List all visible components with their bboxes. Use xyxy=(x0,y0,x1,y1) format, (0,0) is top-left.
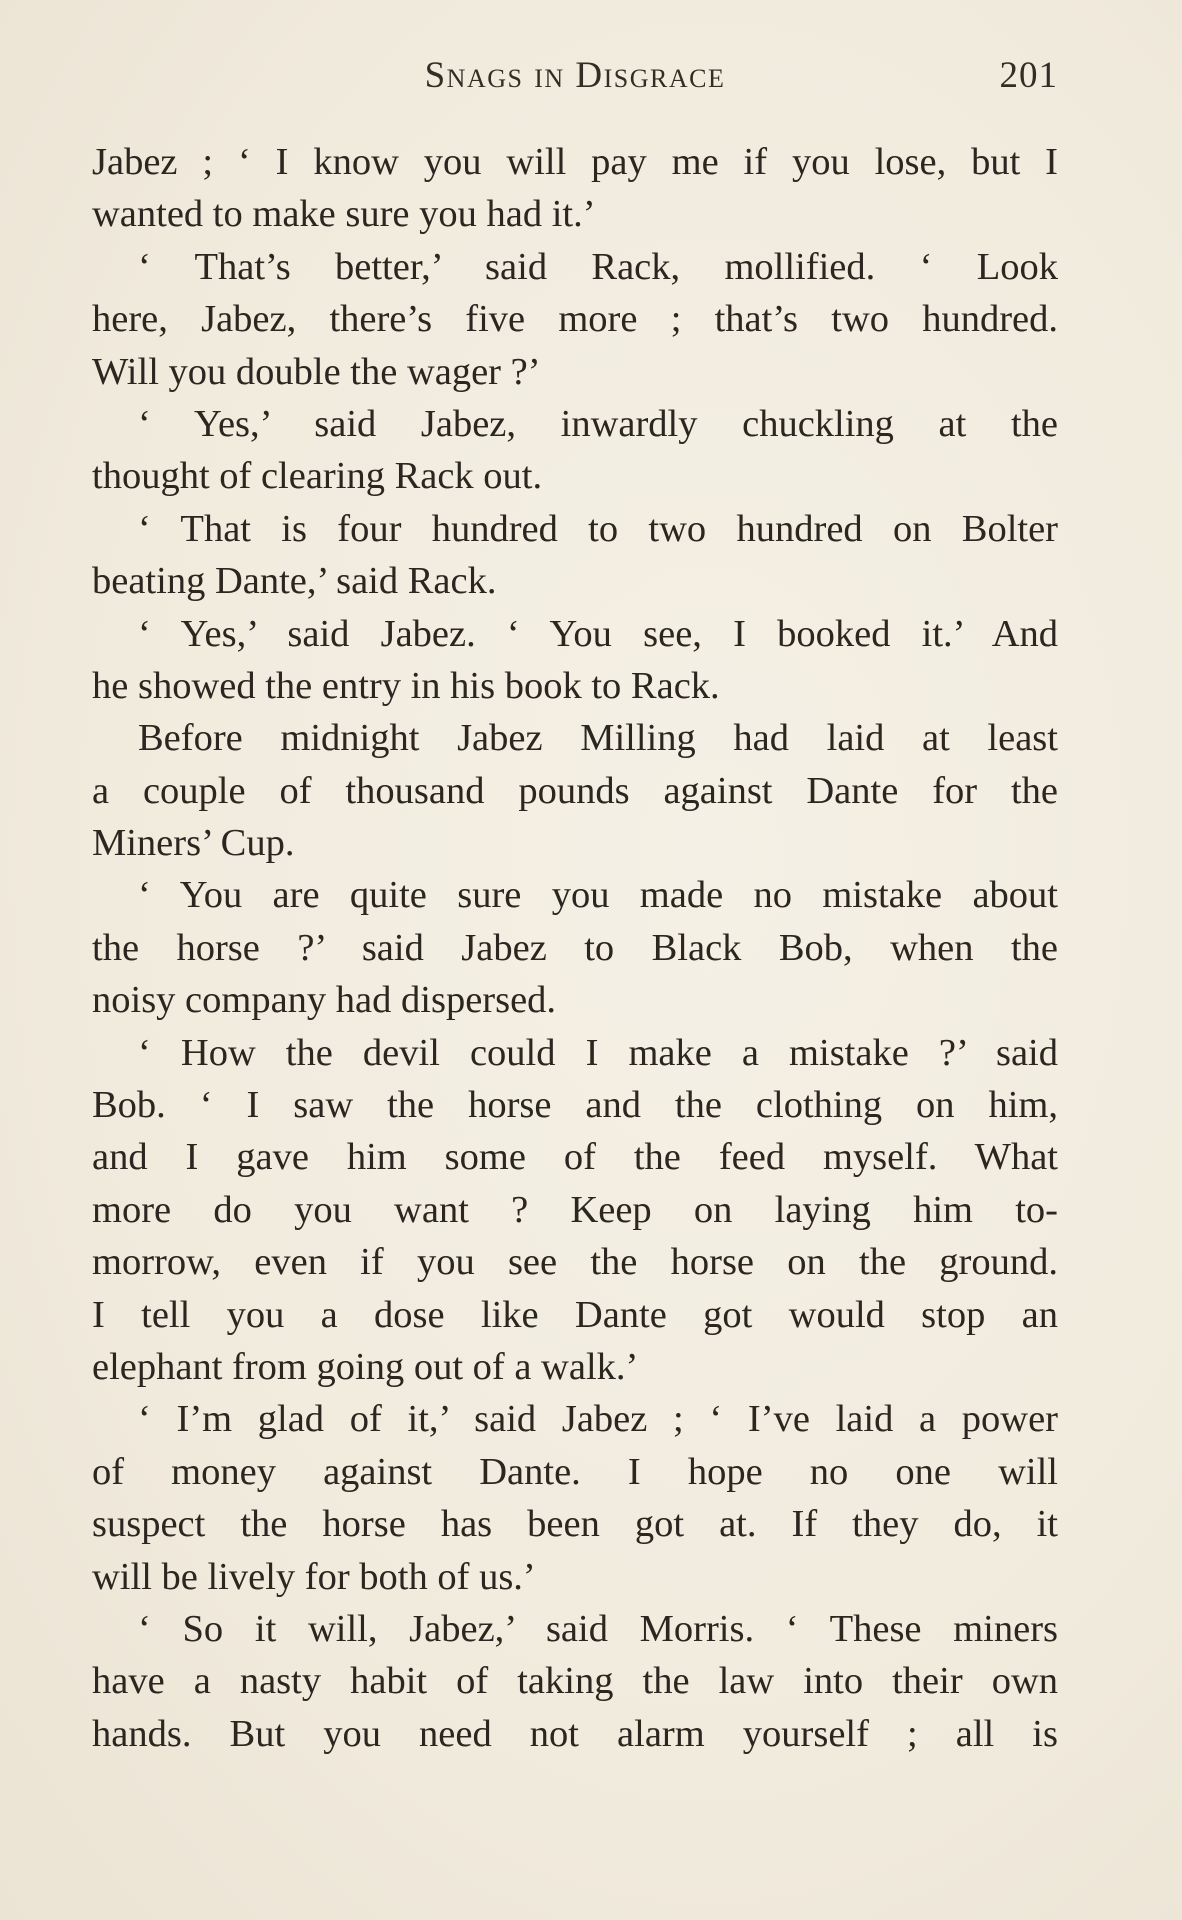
page-number: 201 xyxy=(999,55,1058,96)
text-line: ‘ Yes,’ said Jabez, inwardly chuckling at the xyxy=(138,402,1058,445)
text-line: morrow, even if you see the horse on the ground. xyxy=(92,1241,1058,1284)
running-head xyxy=(92,54,1058,104)
text-line: I tell you a dose like Dante got would stop an xyxy=(92,1293,1058,1336)
text-line: ‘ Yes,’ said Jabez. ‘ You see, I booked it.’ And xyxy=(138,612,1058,655)
text-line: a couple of thousand pounds against Dante for the xyxy=(92,769,1058,812)
text-line: noisy company had dispersed. xyxy=(92,979,557,1022)
text-line: ‘ How the devil could I make a mistake ?’ said xyxy=(138,1031,1058,1074)
text-line: Jabez ; ‘ I know you will pay me if you lose, but I xyxy=(92,141,1058,183)
text-line: Bob. ‘ I saw the horse and the clothing on him, xyxy=(92,1084,1058,1127)
text-line: suspect the horse has been got at. If they do, it xyxy=(92,1503,1058,1546)
text-line: Will you double the wager ?’ xyxy=(92,350,541,393)
text-line: ‘ That is four hundred to two hundred on Bolter xyxy=(138,507,1058,550)
text-line: he showed the entry in his book to Rack. xyxy=(92,664,720,707)
text-line: beating Dante,’ said Rack. xyxy=(92,560,497,603)
text-line: have a nasty habit of taking the law into their own xyxy=(92,1660,1058,1703)
text-line: elephant from going out of a walk.’ xyxy=(92,1345,639,1388)
text-line: ‘ You are quite sure you made no mistake about xyxy=(138,874,1058,917)
text-line: wanted to make sure you had it.’ xyxy=(92,193,596,236)
running-title: Snags in Disgrace xyxy=(424,55,726,96)
text-line: the horse ?’ said Jabez to Black Bob, when the xyxy=(92,926,1058,969)
text-line: of money against Dante. I hope no one will xyxy=(92,1450,1058,1493)
text-line: more do you want ? Keep on laying him to- xyxy=(92,1188,1058,1231)
text-line: thought of clearing Rack out. xyxy=(92,455,543,498)
body-text xyxy=(92,136,1058,1760)
text-line: ‘ So it will, Jabez,’ said Morris. ‘ These miners xyxy=(138,1607,1058,1650)
text-line: hands. But you need not alarm yourself ; all is xyxy=(92,1712,1058,1755)
text-line: Before midnight Jabez Milling had laid at least xyxy=(138,717,1058,760)
text-line: ‘ That’s better,’ said Rack, mollified. ‘ Look xyxy=(138,245,1058,288)
text-line: ‘ I’m glad of it,’ said Jabez ; ‘ I’ve laid a power xyxy=(138,1398,1058,1441)
text-line: and I gave him some of the feed myself. What xyxy=(92,1136,1058,1179)
text-line: here, Jabez, there’s five more ; that’s two hundred. xyxy=(92,298,1058,341)
text-line: Miners’ Cup. xyxy=(92,822,295,865)
text-line: will be lively for both of us.’ xyxy=(92,1555,536,1598)
